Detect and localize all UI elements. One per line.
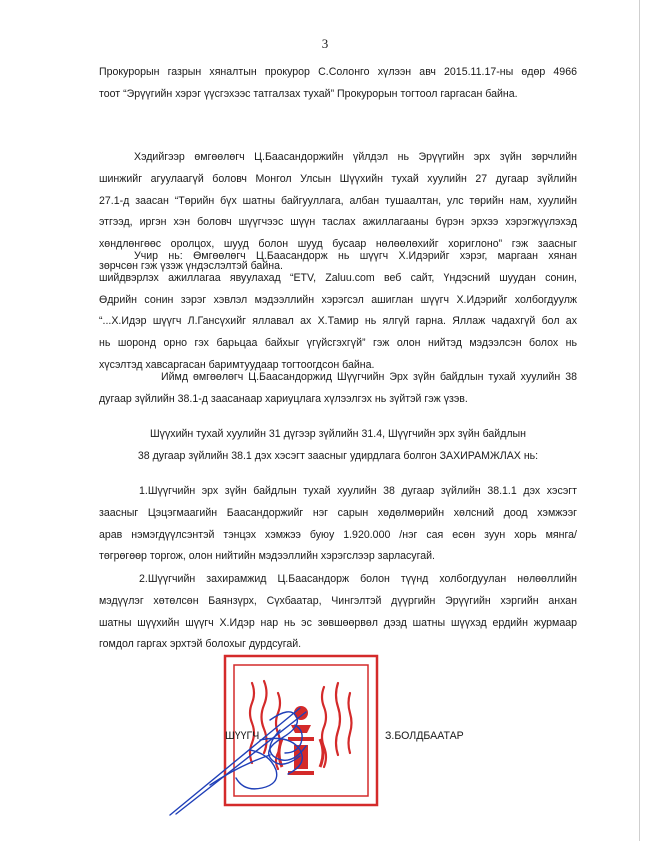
text-line: Учир нь: Өмгөөлөгч Ц.Баасандорж нь шүүгч Х.Идэрийг хэрэг, маргаан хянан bbox=[134, 250, 577, 262]
text-line: шийдвэрлэх ажиллагаа явуулахад “ETV, Zaluu.com веб сайт, Үндэсний шуудан сонин, bbox=[99, 271, 577, 284]
text-line: арав нэмэгдүүлсэнтэй тэнцэх хэмжээ буюу 1.920.000 /нэг сая есөн зуун хорь мянга/ bbox=[99, 528, 577, 541]
paragraph-conclusion bbox=[99, 367, 577, 411]
text-line: 1.Шүүгчийн эрх зүйн байдлын тухай хуулийн 38 дугаар зүйлийн 38.1.1 дэх хэсэгт bbox=[139, 485, 577, 497]
page-edge-line bbox=[639, 0, 640, 841]
text-line: шатны шүүхийн шүүгч Х.Идэр нар нь эс зөвшөөрвөл дээд шатны шүүхэд ердийн журмаар bbox=[99, 616, 577, 629]
page-number: 3 bbox=[321, 36, 329, 51]
paragraph-reasoning bbox=[99, 246, 577, 377]
text-line: дугаар зүйлийн 38.1-д заасанаар хариуцлага хүлээлгэх нь зүйтэй гэж үзэв. bbox=[99, 392, 468, 405]
text-line: хүсэлтэд хавсаргасан баримтуудаар тогтоогдсон байна. bbox=[99, 358, 375, 371]
handwritten-signature bbox=[150, 690, 350, 820]
text-line: Хэдийгээр өмгөөлөгч Ц.Баасандоржийн үйлдэл нь Эрүүгийн эрх зүйн зөрчлийн bbox=[134, 151, 577, 163]
judge-name-label: З.БОЛДБААТАР bbox=[385, 730, 464, 742]
text-line: тоот “Эрүүгийн хэрэг үүсгэхээс татгалзах тухай” Прокурорын тогтоол гаргасан байна. bbox=[99, 87, 518, 100]
judge-title-label: ШҮҮГЧ bbox=[225, 730, 260, 742]
text-line: Шүүхийн тухай хуулийн 31 дүгээр зүйлийн 31.4, Шүүгчийн эрх зүйн байдлын bbox=[149, 428, 527, 440]
text-line: нь шоронд орно гэх барьцаа байхыг үгүйсгэхгүй” гэж олон нийтэд мэдээлсэн болох нь bbox=[99, 337, 577, 350]
text-line: этгээд, иргэн хэн боловч шүүгчээс шүүн таслах ажиллагааны бүрэн эрхээ хэрэгжүүлэхэд bbox=[99, 216, 577, 229]
text-line: Өдрийн сонин зэрэг хэвлэл мэдээллийн хэрэгсэл ашиглан шүүгч Х.Идэрийг холбогдуулж bbox=[99, 293, 577, 306]
paragraph-prosecutor-decision bbox=[99, 62, 577, 106]
text-line: “...Х.Идэр шүүгч Л.Гансүхийг яллавал ах Х.Тамир нь ялгүй гарна. Яллаж чадахгүй бол ах bbox=[99, 315, 577, 328]
paragraph-order-heading bbox=[99, 424, 577, 468]
text-line: мэдүүлэг хөтөлсөн Баянзүрх, Сүхбаатар, Чингэлтэй дүүргийн Эрүүгийн хэргийн анхан bbox=[99, 594, 577, 607]
paragraph-order-item-2 bbox=[99, 569, 577, 656]
text-line: төгрөгөөр торгож, олон нийтийн мэдээллийн хэрэгслээр зарласугай. bbox=[99, 550, 435, 563]
text-line: гомдол гаргах эрхтэй болохыг дурдсугай. bbox=[99, 638, 302, 651]
text-line: заасныг Цэцэгмаагийн Баасандоржийг нэг сарын хөдөлмөрийн хөлсний доод хэмжээг bbox=[99, 506, 577, 519]
text-line: 38 дугаар зүйлийн 38.1 дэх хэсэгт заасныг удирдлага болгон ЗАХИРАМЖЛАХ нь: bbox=[137, 449, 539, 462]
text-line: Прокурорын газрын хяналтын прокурор С.Солонго хүлээн авч 2015.11.17-ны өдөр 4966 bbox=[99, 66, 577, 78]
text-line: хөндлөнгөөс оролцох, шууд болон шууд бусаар нөлөөлөхийг хориглоно” гэж заасныг bbox=[99, 238, 577, 251]
text-line: Иймд өмгөөлөгч Ц.Баасандоржид Шүүгчийн Эрх зүйн байдлын тухай хуулийн 38 bbox=[161, 371, 577, 383]
paragraph-order-item-1 bbox=[99, 481, 577, 568]
text-line: зөрчсөн гэж үзэж үндэслэлтэй байна. bbox=[99, 259, 283, 272]
text-line: 27.1-д заасан “Төрийн бүх шатны байгууллага, албан тушаалтан, улс төрийн нам, хуулийн bbox=[99, 194, 577, 207]
text-line: 2.Шүүгчийн захирамжид Ц.Баасандорж болон түүнд холбогдуулан нөлөөллийн bbox=[139, 573, 577, 585]
text-line: шинжийг агуулаагүй боловч Монгол Улсын Шүүхийн тухай хуулийн 27 дугаар зүйлийн bbox=[99, 172, 577, 185]
